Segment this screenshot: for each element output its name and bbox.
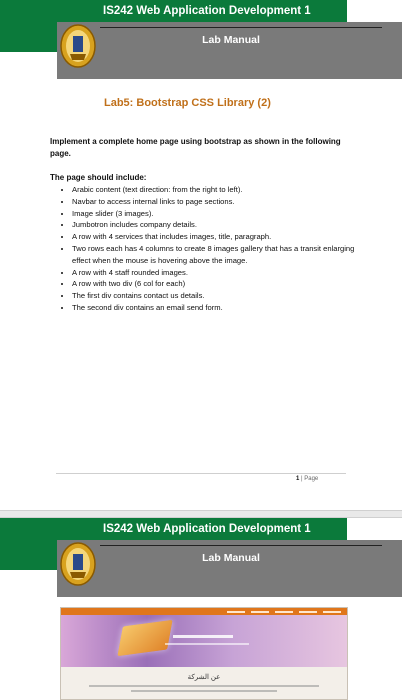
header-gray-bar <box>57 22 402 79</box>
include-heading: The page should include: <box>50 173 147 182</box>
page-number: 1 | Page <box>296 476 319 482</box>
list-item: • Jumbotron includes company details. <box>72 219 362 231</box>
requirements-list <box>62 184 362 314</box>
page-gap <box>0 510 402 518</box>
list-item: • A row with two div (6 col for each) <box>72 278 362 290</box>
preview-slider <box>61 615 347 667</box>
list-item: • The first div contains contact us details. <box>72 290 362 302</box>
preview-about-heading: عن الشركة <box>187 674 221 681</box>
homepage-preview-image <box>60 607 348 700</box>
list-item: • Two rows each has 4 columns to create 8 images gallery that has a transit enlarging effect when the mouse is hovering above the image. <box>72 243 362 267</box>
manual-title: Lab Manual <box>202 34 260 46</box>
list-item: • The second div contains an email send form. <box>72 302 362 314</box>
page-label: Page <box>304 476 319 482</box>
footer-rule <box>56 473 346 474</box>
page-number-value: 1 <box>296 476 300 482</box>
list-item: • Navbar to access internal links to page sections. <box>72 196 362 208</box>
list-item: • A row with 4 services that includes images, title, paragraph. <box>72 231 362 243</box>
university-logo-icon <box>60 24 96 68</box>
list-item: • Arabic content (text direction: from the right to left). <box>72 184 362 196</box>
document-page-2 <box>0 518 402 700</box>
laptop-graphic <box>117 620 172 656</box>
header-gray-bar <box>57 540 402 597</box>
manual-title: Lab Manual <box>202 552 260 564</box>
preview-navbar <box>61 608 347 615</box>
list-item: • Image slider (3 images). <box>72 208 362 220</box>
lab-intro: Implement a complete home page using bootstrap as shown in the following page. <box>50 137 341 158</box>
header-rule <box>100 27 382 28</box>
header-rule <box>100 545 382 546</box>
university-logo-icon <box>60 542 96 586</box>
lab-title: Lab5: Bootstrap CSS Library (2) <box>104 97 271 109</box>
list-item: • A row with 4 staff rounded images. <box>72 267 362 279</box>
course-title: IS242 Web Application Development 1 <box>103 523 311 535</box>
course-title: IS242 Web Application Development 1 <box>103 5 311 17</box>
